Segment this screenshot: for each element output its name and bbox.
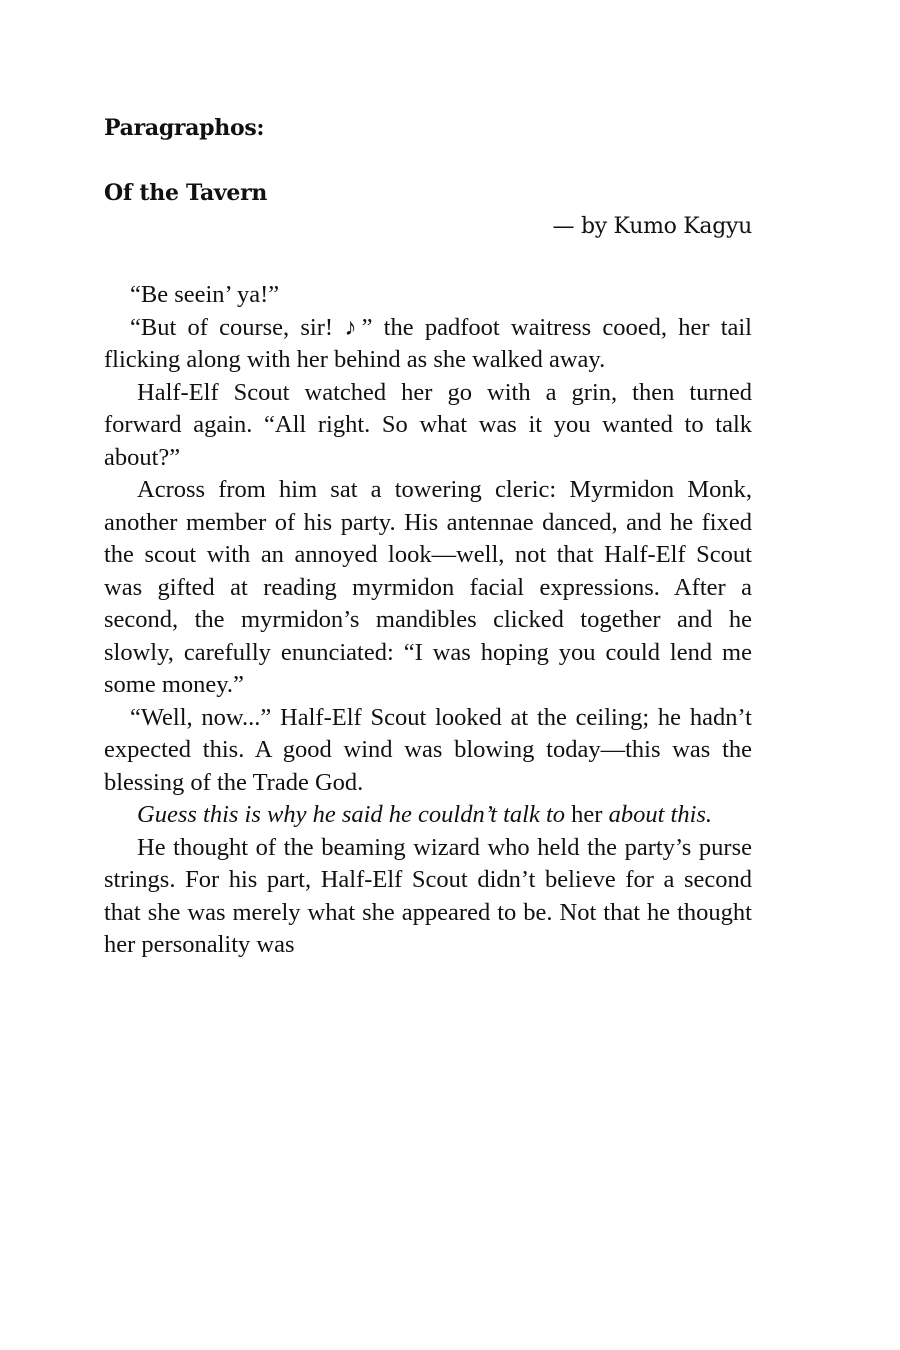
paragraph-6-roman: her <box>571 801 603 828</box>
paragraph-1: “Be seein’ ya!” <box>130 281 280 308</box>
paragraph-7: He thought of the beaming wizard who held the party’s purse strings. For his part, Half-Elf Scout didn’t believe for a second that she was merely what she appeared to be. Not that he thought her personality was <box>104 833 752 958</box>
story-body <box>104 279 752 962</box>
paragraph-6 <box>104 799 752 832</box>
paragraph-4: Across from him sat a towering cleric: Myrmidon Monk, another member of his party. His antennae danced, and he fixed the scout with an annoyed look—well, not that Half-Elf Scout was gifted at reading myrmidon facial expressions. After a second, the myrmidon’s mandibles clicked together and he slowly, carefully enunciated: “I was hoping you could lend me some money.” <box>104 476 752 698</box>
section-label: Paragraphos: <box>104 115 265 141</box>
paragraph-2: “But of course, sir! ♪” the padfoot waitress cooed, her tail flicking along with her behind as she walked away. <box>104 313 752 373</box>
paragraph-6-italic-a: Guess this is why he said he couldn’t talk to <box>137 801 566 828</box>
paragraph-5: “Well, now...” Half-Elf Scout looked at the ceiling; he hadn’t expected this. A good wind was blowing today—this was the blessing of the Trade God. <box>104 703 752 796</box>
story-title: Of the Tavern <box>104 180 268 206</box>
page <box>104 112 752 962</box>
byline: — by Kumo Kagyu <box>552 214 752 239</box>
paragraph-3: Half-Elf Scout watched her go with a grin, then turned forward again. “All right. So what was it you wanted to talk about?” <box>104 378 752 471</box>
paragraph-6-italic-b: about this. <box>608 801 713 828</box>
